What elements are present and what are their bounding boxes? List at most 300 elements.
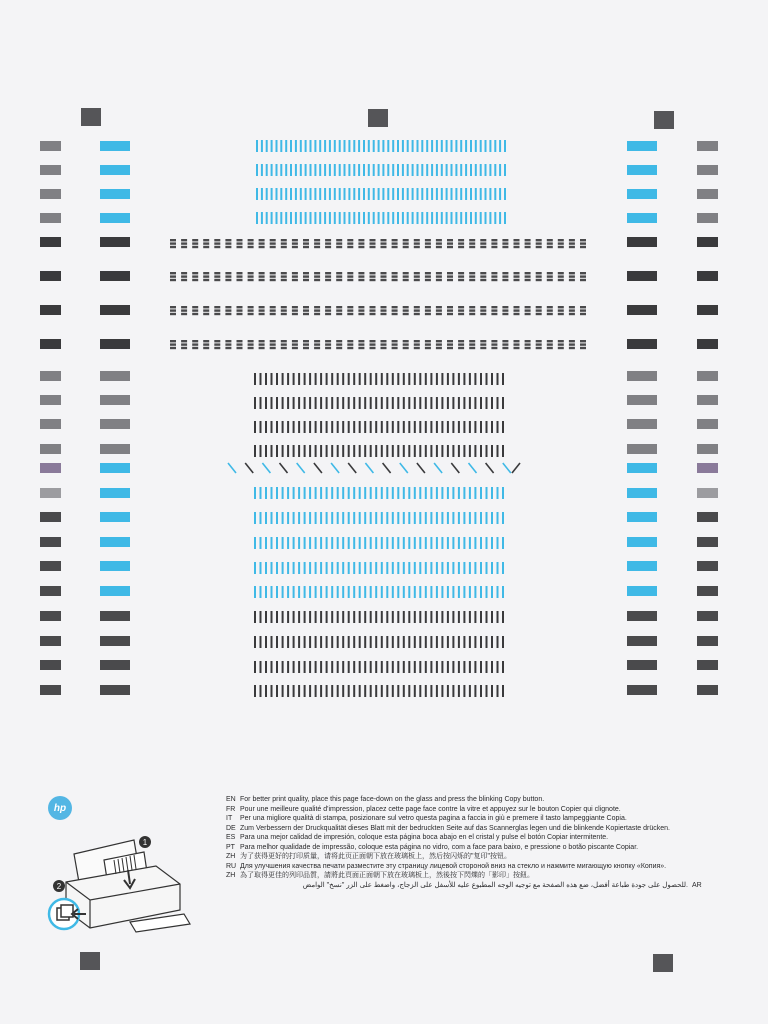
tick-mark <box>381 586 383 598</box>
tick-mark <box>282 421 284 433</box>
tick-mark <box>386 487 388 499</box>
block-mark <box>248 272 254 274</box>
tick-mark <box>295 212 297 224</box>
tick-mark <box>254 685 256 697</box>
tick-mark <box>452 373 454 385</box>
tick-mark <box>446 188 448 200</box>
block-mark <box>281 306 287 308</box>
tick-mark <box>408 636 410 648</box>
tick-mark <box>397 487 399 499</box>
block-mark <box>580 275 586 277</box>
tick-mark <box>373 140 375 152</box>
tick-mark <box>305 212 307 224</box>
tick-mark <box>282 487 284 499</box>
tick-mark <box>485 164 487 176</box>
block-mark <box>225 340 231 342</box>
block-mark <box>325 272 331 274</box>
tick-mark <box>375 445 377 457</box>
block-mark <box>491 313 497 315</box>
tick-mark <box>446 212 448 224</box>
tick-mark <box>364 562 366 574</box>
tick-mark <box>463 685 465 697</box>
instruction-pt <box>226 843 706 853</box>
tick-mark <box>489 164 491 176</box>
tick-mark <box>425 487 427 499</box>
tick-mark <box>339 188 341 200</box>
block-mark <box>425 272 431 274</box>
block-mark <box>237 246 243 248</box>
tick-mark <box>491 611 493 623</box>
block-mark <box>580 313 586 315</box>
block-mark <box>480 309 486 311</box>
tick-mark <box>397 512 399 524</box>
block-mark <box>381 272 387 274</box>
tick-mark <box>491 512 493 524</box>
tick-mark <box>309 373 311 385</box>
block-mark <box>203 239 209 241</box>
block-mark <box>491 306 497 308</box>
block-mark <box>225 246 231 248</box>
tick-mark <box>386 611 388 623</box>
block-mark <box>225 279 231 281</box>
instruction-text: Pour une meilleure qualité d'impression, placez cette page face contre la vitre et appuyez sur le bouton Copier qui clignote. <box>240 805 621 813</box>
tick-mark <box>254 512 256 524</box>
block-mark <box>248 242 254 244</box>
block-mark <box>336 309 342 311</box>
block-mark <box>469 347 475 349</box>
tick-mark <box>392 512 394 524</box>
block-mark <box>447 347 453 349</box>
block-mark <box>248 239 254 241</box>
tick-mark <box>331 487 333 499</box>
tick-mark <box>304 397 306 409</box>
diagonal-mark <box>486 463 494 473</box>
tick-mark <box>304 685 306 697</box>
tick-mark <box>425 512 427 524</box>
block-mark <box>514 306 520 308</box>
tick-mark <box>381 562 383 574</box>
tick-mark <box>486 487 488 499</box>
tick-mark <box>287 661 289 673</box>
tick-mark <box>421 212 423 224</box>
tick-mark <box>419 685 421 697</box>
tick-mark <box>392 685 394 697</box>
block-mark <box>525 340 531 342</box>
tick-mark <box>430 611 432 623</box>
tick-mark <box>287 611 289 623</box>
block-mark <box>225 275 231 277</box>
tick-mark <box>375 512 377 524</box>
block-mark <box>502 275 508 277</box>
tick-mark <box>331 397 333 409</box>
tick-mark <box>353 636 355 648</box>
block-mark <box>314 347 320 349</box>
tick-mark <box>337 445 339 457</box>
block-mark <box>303 309 309 311</box>
tick-mark <box>421 164 423 176</box>
tick-mark <box>463 562 465 574</box>
block-mark <box>436 313 442 315</box>
tick-mark <box>293 562 295 574</box>
tick-mark <box>458 611 460 623</box>
block-mark <box>214 242 220 244</box>
tick-mark <box>337 487 339 499</box>
tick-mark <box>469 685 471 697</box>
block-mark <box>170 313 176 315</box>
tick-mark <box>494 188 496 200</box>
tick-mark <box>463 487 465 499</box>
block-mark <box>237 272 243 274</box>
diagonal-mark <box>331 463 339 473</box>
tick-mark <box>295 164 297 176</box>
block-mark <box>425 340 431 342</box>
block-mark <box>292 242 298 244</box>
block-mark <box>192 309 198 311</box>
block-mark <box>181 239 187 241</box>
block-mark <box>536 313 542 315</box>
tick-mark <box>480 512 482 524</box>
tick-mark <box>403 586 405 598</box>
block-mark <box>514 275 520 277</box>
tick-mark <box>282 661 284 673</box>
tick-mark <box>329 188 331 200</box>
lang-code: FR <box>226 805 236 813</box>
tick-mark <box>436 586 438 598</box>
block-mark <box>248 347 254 349</box>
tick-mark <box>348 537 350 549</box>
tick-mark <box>463 636 465 648</box>
block-mark <box>525 275 531 277</box>
tick-mark <box>452 562 454 574</box>
diagonal-mark <box>245 463 253 473</box>
diagonal-mark <box>262 463 270 473</box>
tick-mark <box>463 512 465 524</box>
tick-mark <box>293 586 295 598</box>
block-mark <box>469 306 475 308</box>
tick-mark <box>382 140 384 152</box>
tick-mark <box>386 636 388 648</box>
tick-mark <box>497 421 499 433</box>
tick-mark <box>392 661 394 673</box>
tick-mark <box>397 397 399 409</box>
tick-mark <box>441 188 443 200</box>
block-mark <box>203 309 209 311</box>
block-mark <box>403 309 409 311</box>
block-mark <box>425 343 431 345</box>
tick-mark <box>364 661 366 673</box>
tick-mark <box>378 212 380 224</box>
tick-mark <box>353 373 355 385</box>
instruction-text: For better print quality, place this page face-down on the glass and press the blinking Copy button. <box>240 796 545 803</box>
block-mark <box>525 309 531 311</box>
tick-mark <box>326 661 328 673</box>
block-mark <box>347 275 353 277</box>
tick-mark <box>502 512 504 524</box>
tick-mark <box>491 421 493 433</box>
tick-mark <box>266 212 268 224</box>
block-mark <box>436 340 442 342</box>
block-mark <box>336 279 342 281</box>
tick-mark <box>425 685 427 697</box>
tick-mark <box>460 140 462 152</box>
tick-mark <box>298 661 300 673</box>
block-mark <box>480 343 486 345</box>
tick-mark <box>474 487 476 499</box>
tick-mark <box>452 586 454 598</box>
tick-mark <box>326 487 328 499</box>
tick-mark <box>458 445 460 457</box>
tick-mark <box>326 445 328 457</box>
instruction-de <box>226 824 706 834</box>
tick-mark <box>375 661 377 673</box>
tick-mark <box>392 397 394 409</box>
tick-mark <box>414 586 416 598</box>
block-mark <box>381 275 387 277</box>
block-mark <box>347 343 353 345</box>
tick-mark <box>265 512 267 524</box>
tick-mark <box>359 512 361 524</box>
tick-mark <box>314 188 316 200</box>
tick-mark <box>502 397 504 409</box>
block-mark <box>270 340 276 342</box>
block-mark <box>569 340 575 342</box>
block-mark <box>536 246 542 248</box>
tick-mark <box>381 445 383 457</box>
block-mark <box>292 340 298 342</box>
tick-mark <box>463 611 465 623</box>
tick-mark <box>309 562 311 574</box>
tick-mark <box>485 188 487 200</box>
tick-mark <box>331 512 333 524</box>
tick-mark <box>326 685 328 697</box>
block-mark <box>170 275 176 277</box>
tick-mark <box>285 188 287 200</box>
tick-mark <box>315 562 317 574</box>
tick-mark <box>408 421 410 433</box>
tick-mark <box>375 586 377 598</box>
tick-mark <box>378 140 380 152</box>
tick-mark <box>298 586 300 598</box>
tick-mark <box>300 188 302 200</box>
tick-mark <box>348 445 350 457</box>
tick-mark <box>403 421 405 433</box>
block-mark <box>225 272 231 274</box>
block-mark <box>170 340 176 342</box>
tick-mark <box>414 661 416 673</box>
block-mark <box>558 239 564 241</box>
pattern-row-cyan-ticks <box>256 188 506 200</box>
block-mark <box>458 306 464 308</box>
tick-mark <box>382 188 384 200</box>
tick-mark <box>436 636 438 648</box>
tick-mark <box>348 512 350 524</box>
block-mark <box>480 242 486 244</box>
tick-mark <box>337 421 339 433</box>
tick-mark <box>271 164 273 176</box>
tick-mark <box>403 373 405 385</box>
tick-mark <box>381 537 383 549</box>
block-mark <box>314 275 320 277</box>
tick-mark <box>287 562 289 574</box>
pattern-row-black-ticks <box>254 445 504 457</box>
tick-mark <box>485 212 487 224</box>
instruction-ru <box>226 862 706 872</box>
block-mark <box>336 246 342 248</box>
block-mark <box>514 340 520 342</box>
tick-mark <box>425 421 427 433</box>
block-mark <box>170 309 176 311</box>
tick-mark <box>408 487 410 499</box>
block-mark <box>314 309 320 311</box>
tick-mark <box>447 586 449 598</box>
tick-mark <box>392 636 394 648</box>
block-mark <box>203 246 209 248</box>
tick-mark <box>348 164 350 176</box>
tick-mark <box>320 397 322 409</box>
tick-mark <box>265 611 267 623</box>
tick-mark <box>254 586 256 598</box>
tick-mark <box>392 445 394 457</box>
block-mark <box>447 313 453 315</box>
block-mark <box>525 347 531 349</box>
block-mark <box>358 246 364 248</box>
tick-mark <box>386 537 388 549</box>
block-mark <box>458 239 464 241</box>
block-mark <box>558 272 564 274</box>
tick-mark <box>458 685 460 697</box>
tick-mark <box>465 188 467 200</box>
tick-mark <box>480 611 482 623</box>
tick-mark <box>309 421 311 433</box>
block-mark <box>336 239 342 241</box>
tick-mark <box>407 212 409 224</box>
tick-mark <box>265 421 267 433</box>
diagonal-mark <box>434 463 442 473</box>
block-mark <box>214 343 220 345</box>
tick-mark <box>497 445 499 457</box>
block-mark <box>480 306 486 308</box>
block-mark <box>203 242 209 244</box>
tick-mark <box>386 445 388 457</box>
tick-mark <box>407 188 409 200</box>
tick-mark <box>348 373 350 385</box>
tick-mark <box>403 512 405 524</box>
block-mark <box>248 306 254 308</box>
tick-mark <box>446 140 448 152</box>
tick-mark <box>342 611 344 623</box>
tick-mark <box>502 445 504 457</box>
tick-mark <box>465 212 467 224</box>
registration-mark-bottom-left <box>80 952 100 970</box>
tick-mark <box>276 140 278 152</box>
lang-code: EN <box>226 796 236 803</box>
tick-mark <box>370 397 372 409</box>
block-mark <box>514 309 520 311</box>
tick-mark <box>430 537 432 549</box>
tick-mark <box>276 611 278 623</box>
tick-mark <box>256 188 258 200</box>
block-mark <box>214 239 220 241</box>
tick-mark <box>489 188 491 200</box>
tick-mark <box>375 487 377 499</box>
block-mark <box>558 275 564 277</box>
tick-mark <box>271 685 273 697</box>
block-mark <box>336 343 342 345</box>
tick-mark <box>260 487 262 499</box>
block-mark <box>358 309 364 311</box>
block-mark <box>325 343 331 345</box>
tick-mark <box>293 537 295 549</box>
block-mark <box>192 246 198 248</box>
tick-mark <box>368 212 370 224</box>
block-mark <box>547 313 553 315</box>
block-mark <box>547 306 553 308</box>
block-mark <box>281 272 287 274</box>
block-mark <box>491 239 497 241</box>
block-mark <box>425 239 431 241</box>
tick-mark <box>441 661 443 673</box>
tick-mark <box>348 212 350 224</box>
tick-mark <box>326 373 328 385</box>
tick-mark <box>353 512 355 524</box>
tick-mark <box>436 685 438 697</box>
tick-mark <box>271 537 273 549</box>
tick-mark <box>298 421 300 433</box>
block-mark <box>569 309 575 311</box>
tick-mark <box>342 586 344 598</box>
tick-mark <box>364 373 366 385</box>
tick-mark <box>375 562 377 574</box>
tick-mark <box>326 586 328 598</box>
block-mark <box>181 242 187 244</box>
block-mark <box>358 340 364 342</box>
tick-mark <box>334 212 336 224</box>
tick-mark <box>256 212 258 224</box>
tick-mark <box>276 512 278 524</box>
block-mark <box>525 242 531 244</box>
block-mark <box>547 309 553 311</box>
block-mark <box>314 313 320 315</box>
tick-mark <box>276 212 278 224</box>
block-mark <box>303 275 309 277</box>
tick-mark <box>276 537 278 549</box>
block-mark <box>170 242 176 244</box>
tick-mark <box>392 611 394 623</box>
tick-mark <box>419 586 421 598</box>
block-mark <box>203 340 209 342</box>
block-mark <box>558 279 564 281</box>
block-mark <box>558 306 564 308</box>
tick-mark <box>497 661 499 673</box>
block-mark <box>469 239 475 241</box>
block-mark <box>403 347 409 349</box>
block-mark <box>425 279 431 281</box>
tick-mark <box>331 537 333 549</box>
block-mark <box>536 343 542 345</box>
tick-mark <box>480 164 482 176</box>
block-mark <box>370 343 376 345</box>
tick-mark <box>502 611 504 623</box>
tick-mark <box>469 586 471 598</box>
tick-mark <box>254 537 256 549</box>
tick-mark <box>260 373 262 385</box>
tick-mark <box>304 445 306 457</box>
block-mark <box>347 239 353 241</box>
block-mark <box>392 309 398 311</box>
block-mark <box>447 239 453 241</box>
block-mark <box>514 343 520 345</box>
block-mark <box>525 279 531 281</box>
